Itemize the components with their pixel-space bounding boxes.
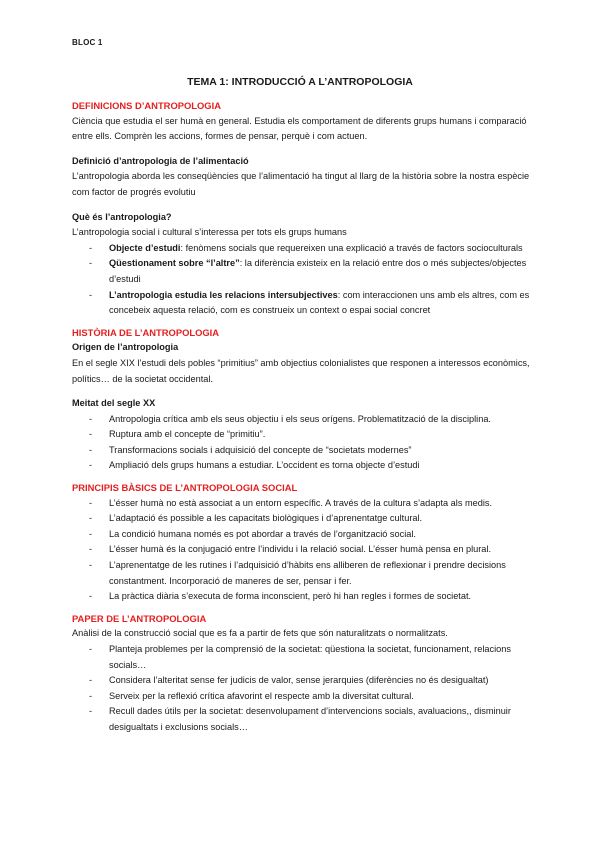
list-item: - L’adaptació és possible a les capacitats biològiques i d’aprenentatge cultural.	[89, 513, 423, 524]
page-header: BLOC 1	[72, 38, 103, 47]
subheading-que-es: Què és l’antropologia?	[72, 211, 172, 222]
origen-text: En el segle XIX l’estudi dels pobles “primitius” amb objectius colonialistes que responen a interessos econòmics, polítics… de la societat occidental.	[72, 357, 530, 384]
paper-text: Anàlisi de la construcció social que es fa a partir de fets que són naturalitzats o normalitzats.	[72, 628, 448, 639]
subheading-meitat: Meitat del segle XX	[72, 398, 156, 409]
alimentacio-text: L’antropologia aborda les conseqüències que l’alimentació ha tingut al llarg de la història sobre la nostra espècie com factor de progrés evolutiu	[72, 171, 530, 197]
section-heading-historia: HISTÒRIA DE L’ANTROPOLOGIA	[72, 326, 220, 338]
list-item: - L’antropologia estudia les relacions intersubjectives: com interaccionen uns amb els altres, com es concebeix aquesta relació, com es construeix un context o espai social concret	[89, 289, 530, 316]
document-body	[72, 98, 532, 736]
list-item: - Objecte d’estudi: fenòmens socials que requereixen una explicació a través de factors socioculturals	[89, 242, 523, 253]
list-item: - La condició humana només es pot abordar a través de l’organització social.	[89, 528, 416, 539]
list-item: - Qüestionament sobre “l’altre”: la diferència existeix en la relació entre dos o més subjectes/objectes d’estudi	[89, 258, 527, 284]
subheading-alimentacio: Definició d’antropologia de l’alimentació	[72, 155, 249, 166]
list-item: - Ampliació dels grups humans a estudiar. L’occident es torna objecte d’estudi	[89, 460, 420, 471]
paper-list	[72, 642, 532, 736]
list-item: - Transformacions socials i adquisició del concepte de “societats modernes”	[89, 444, 412, 455]
principis-list	[72, 496, 532, 605]
list-item: - Recull dades útils per la societat: desenvolupament d’intervencions socials, avaluacions,, disminuir desigualtats i exclusions socials…	[89, 706, 511, 732]
list-item: - Ruptura amb el concepte de “primitiu”.	[89, 429, 266, 440]
que-es-text: L’antropologia social i cultural s’interessa per tots els grups humans	[72, 227, 347, 238]
list-item: - L’aprenentatge de les rutines i l’adquisició d’hàbits ens alliberen de reflexionar i prendre decisions constantment. Incorporació de maneres de ser, pensar i fer.	[89, 560, 506, 586]
page-title: TEMA 1: INTRODUCCIÓ A L’ANTROPOLOGIA	[187, 76, 413, 88]
list-item: - Serveix per la reflexió crítica afavorint el respecte amb la diversitat cultural.	[89, 690, 414, 701]
section-heading-paper: PAPER DE L’ANTROPOLOGIA	[72, 612, 207, 624]
definicions-text: Ciència que estudia el ser humà en general. Estudia els comportament de diferents grups humans i comparació entre ells. Comprèn les accions, formes de pensar, perquè i com actuen.	[72, 115, 527, 142]
que-es-list	[72, 241, 532, 319]
list-item: - L’ésser humà no està associat a un entorn específic. A través de la cultura s’adapta als medis.	[89, 497, 493, 508]
section-heading-principis: PRINCIPIS BÀSICS DE L’ANTROPOLOGIA SOCIAL	[72, 482, 298, 494]
list-item: - Planteja problemes per la comprensió de la societat: qüestiona la societat, funcionament, relacions socials…	[89, 644, 511, 670]
list-item: - La pràctica diària s’executa de forma inconscient, però hi han regles i formes de societat.	[89, 591, 472, 602]
list-item: - Considera l’alteritat sense fer judicis de valor, sense jerarquies (diferències no és desigualtat)	[89, 675, 489, 686]
section-heading-definicions: DEFINICIONS D’ANTROPOLOGIA	[72, 100, 221, 111]
list-item: - Antropologia crítica amb els seus objectiu i els seus orígens. Problematització de la disciplina.	[89, 413, 491, 424]
meitat-list	[72, 412, 532, 474]
subheading-origen: Origen de l’antropologia	[72, 342, 179, 353]
list-item: - L’ésser humà és la conjugació entre l’individu i la relació social. L’ésser humà pensa en plural.	[89, 544, 492, 555]
